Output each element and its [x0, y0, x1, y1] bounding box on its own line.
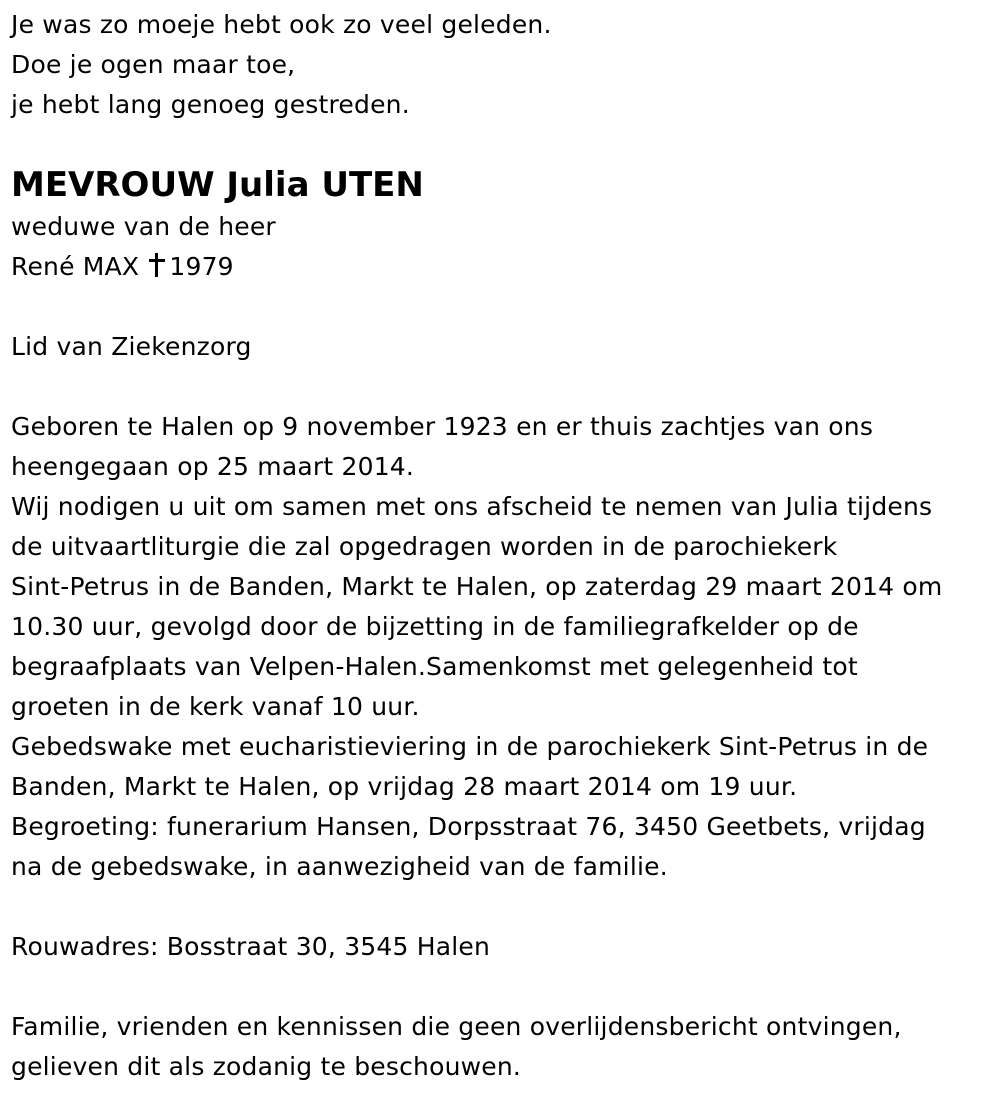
- spouse-death-year: 1979: [169, 252, 234, 281]
- deceased-name: MEVROUW Julia UTEN: [11, 165, 424, 205]
- membership: Lid van Ziekenzorg: [11, 332, 252, 361]
- announcement-line: 10.30 uur, gevolgd door de bijzetting in de familiegrafkelder op de: [11, 612, 859, 641]
- announcement-line: na de gebedswake, in aanwezigheid van de familie.: [11, 852, 668, 881]
- announcement-line: heengegaan op 25 maart 2014.: [11, 452, 415, 481]
- poem-line: je hebt lang genoeg gestreden.: [11, 90, 410, 119]
- poem-line: Doe je ogen maar toe,: [11, 50, 296, 79]
- announcement-line: de uitvaartliturgie die zal opgedragen worden in de parochiekerk: [11, 532, 838, 561]
- announcement: [11, 407, 991, 887]
- cross-icon: [149, 253, 165, 277]
- announcement-line: Geboren te Halen op 9 november 1923 en er thuis zachtjes van ons: [11, 412, 874, 441]
- poem-line: Je was zo moeje hebt ook zo veel geleden.: [11, 10, 552, 39]
- closing-line: gelieven dit als zodanig te beschouwen.: [11, 1052, 522, 1081]
- announcement-line: Banden, Markt te Halen, op vrijdag 28 maart 2014 om 19 uur.: [11, 772, 798, 801]
- announcement-line: Wij nodigen u uit om samen met ons afscheid te nemen van Julia tijdens: [11, 492, 933, 521]
- poem: [11, 5, 991, 125]
- obituary-notice: [11, 0, 991, 1087]
- announcement-line: Gebedswake met eucharistieviering in de parochiekerk Sint-Petrus in de: [11, 732, 929, 761]
- announcement-line: groeten in de kerk vanaf 10 uur.: [11, 692, 420, 721]
- closing-note: [11, 1007, 991, 1087]
- announcement-line: begraafplaats van Velpen-Halen.Samenkomst met gelegenheid tot: [11, 652, 858, 681]
- spouse-name: René MAX: [11, 252, 140, 281]
- announcement-line: Begroeting: funerarium Hansen, Dorpsstraat 76, 3450 Geetbets, vrijdag: [11, 812, 926, 841]
- closing-line: Familie, vrienden en kennissen die geen overlijdensbericht ontvingen,: [11, 1012, 902, 1041]
- spouse-line: [11, 247, 991, 287]
- announcement-line: Sint-Petrus in de Banden, Markt te Halen, op zaterdag 29 maart 2014 om: [11, 572, 943, 601]
- mourning-address: Rouwadres: Bosstraat 30, 3545 Halen: [11, 932, 491, 961]
- widow-relation: weduwe van de heer: [11, 212, 276, 241]
